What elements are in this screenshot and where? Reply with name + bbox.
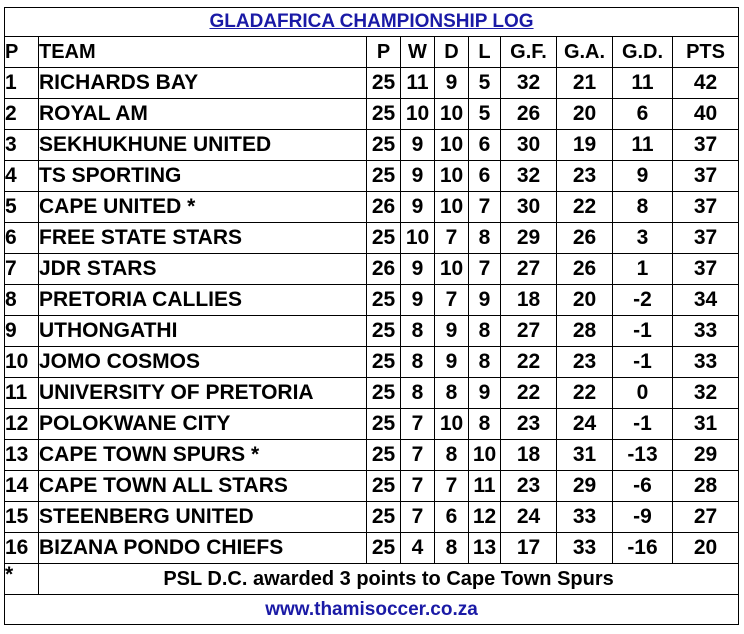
goals-against-cell: 26 [557,223,613,254]
won-cell: 7 [401,440,435,471]
position-cell: 5 [5,192,39,223]
won-cell: 7 [401,502,435,533]
table-row [5,533,739,564]
team-name-cell: PRETORIA CALLIES [39,285,367,316]
lost-cell: 8 [469,409,501,440]
header-goals-for: G.F. [501,37,557,68]
points-cell: 31 [673,409,739,440]
team-name-cell: SEKHUKHUNE UNITED [39,130,367,161]
points-cell: 37 [673,223,739,254]
drawn-cell: 7 [435,223,469,254]
table-row [5,130,739,161]
table-row [5,254,739,285]
won-cell: 8 [401,347,435,378]
points-cell: 28 [673,471,739,502]
points-cell: 40 [673,99,739,130]
lost-cell: 9 [469,378,501,409]
played-cell: 25 [367,440,401,471]
header-row [5,37,739,68]
drawn-cell: 8 [435,440,469,471]
goals-for-cell: 27 [501,316,557,347]
lost-cell: 12 [469,502,501,533]
goal-difference-cell: 11 [613,68,673,99]
points-cell: 33 [673,316,739,347]
drawn-cell: 8 [435,533,469,564]
won-cell: 9 [401,161,435,192]
position-cell: 11 [5,378,39,409]
goals-against-cell: 19 [557,130,613,161]
goal-difference-cell: -1 [613,409,673,440]
position-cell: 3 [5,130,39,161]
championship-log [4,7,738,625]
goal-difference-cell: 8 [613,192,673,223]
table-row [5,161,739,192]
played-cell: 25 [367,161,401,192]
won-cell: 11 [401,68,435,99]
goals-for-cell: 30 [501,130,557,161]
goals-for-cell: 24 [501,502,557,533]
lost-cell: 8 [469,347,501,378]
position-cell: 8 [5,285,39,316]
table-row [5,192,739,223]
team-name-cell: ROYAL AM [39,99,367,130]
goals-for-cell: 23 [501,471,557,502]
goal-difference-cell: 3 [613,223,673,254]
table-row [5,316,739,347]
table-row [5,409,739,440]
goals-for-cell: 17 [501,533,557,564]
goal-difference-cell: -9 [613,502,673,533]
points-cell: 42 [673,68,739,99]
position-cell: 13 [5,440,39,471]
drawn-cell: 9 [435,347,469,378]
header-team: TEAM [39,37,367,68]
played-cell: 26 [367,192,401,223]
drawn-cell: 7 [435,471,469,502]
team-name-cell: BIZANA PONDO CHIEFS [39,533,367,564]
won-cell: 4 [401,533,435,564]
played-cell: 25 [367,316,401,347]
table-row [5,285,739,316]
goals-against-cell: 23 [557,161,613,192]
team-name-cell: TS SPORTING [39,161,367,192]
goal-difference-cell: 9 [613,161,673,192]
won-cell: 9 [401,192,435,223]
header-drawn: D [435,37,469,68]
goals-against-cell: 24 [557,409,613,440]
lost-cell: 8 [469,223,501,254]
team-name-cell: JOMO COSMOS [39,347,367,378]
drawn-cell: 10 [435,192,469,223]
goal-difference-cell: 1 [613,254,673,285]
table-row [5,347,739,378]
played-cell: 25 [367,223,401,254]
goal-difference-cell: -1 [613,316,673,347]
header-points: PTS [673,37,739,68]
goals-for-cell: 30 [501,192,557,223]
team-name-cell: JDR STARS [39,254,367,285]
lost-cell: 6 [469,161,501,192]
played-cell: 25 [367,502,401,533]
won-cell: 7 [401,409,435,440]
team-name-cell: POLOKWANE CITY [39,409,367,440]
won-cell: 9 [401,130,435,161]
table-row [5,440,739,471]
note-text: PSL D.C. awarded 3 points to Cape Town Spurs [39,564,739,595]
won-cell: 8 [401,378,435,409]
goals-against-cell: 22 [557,378,613,409]
position-cell: 1 [5,68,39,99]
team-name-cell: FREE STATE STARS [39,223,367,254]
won-cell: 8 [401,316,435,347]
goals-for-cell: 23 [501,409,557,440]
goals-against-cell: 23 [557,347,613,378]
drawn-cell: 7 [435,285,469,316]
goals-for-cell: 22 [501,347,557,378]
won-cell: 7 [401,471,435,502]
won-cell: 10 [401,223,435,254]
table-row [5,68,739,99]
header-played: P [367,37,401,68]
goals-against-cell: 31 [557,440,613,471]
header-goals-against: G.A. [557,37,613,68]
log-title: GLADAFRICA CHAMPIONSHIP LOG [5,8,739,37]
goals-for-cell: 26 [501,99,557,130]
points-cell: 33 [673,347,739,378]
goals-against-cell: 22 [557,192,613,223]
table-row [5,223,739,254]
played-cell: 26 [367,254,401,285]
table-row [5,378,739,409]
lost-cell: 5 [469,68,501,99]
goal-difference-cell: -6 [613,471,673,502]
log-table [4,7,739,625]
drawn-cell: 6 [435,502,469,533]
drawn-cell: 10 [435,130,469,161]
position-cell: 6 [5,223,39,254]
points-cell: 27 [673,502,739,533]
header-lost: L [469,37,501,68]
played-cell: 25 [367,378,401,409]
note-marker: * [5,564,39,595]
points-cell: 37 [673,192,739,223]
goal-difference-cell: 11 [613,130,673,161]
played-cell: 25 [367,99,401,130]
goal-difference-cell: -13 [613,440,673,471]
team-name-cell: UTHONGATHI [39,316,367,347]
played-cell: 25 [367,533,401,564]
team-name-cell: RICHARDS BAY [39,68,367,99]
won-cell: 9 [401,285,435,316]
position-cell: 12 [5,409,39,440]
lost-cell: 13 [469,533,501,564]
drawn-cell: 9 [435,68,469,99]
points-cell: 32 [673,378,739,409]
lost-cell: 7 [469,192,501,223]
position-cell: 14 [5,471,39,502]
played-cell: 25 [367,409,401,440]
goals-against-cell: 20 [557,285,613,316]
drawn-cell: 10 [435,409,469,440]
lost-cell: 9 [469,285,501,316]
goals-for-cell: 32 [501,161,557,192]
header-goal-difference: G.D. [613,37,673,68]
footer-row [5,595,739,625]
goals-for-cell: 18 [501,285,557,316]
team-name-cell: CAPE UNITED * [39,192,367,223]
goals-against-cell: 21 [557,68,613,99]
lost-cell: 6 [469,130,501,161]
goals-against-cell: 26 [557,254,613,285]
goals-for-cell: 29 [501,223,557,254]
goals-against-cell: 33 [557,533,613,564]
goal-difference-cell: -16 [613,533,673,564]
points-cell: 37 [673,130,739,161]
position-cell: 2 [5,99,39,130]
table-row [5,99,739,130]
position-cell: 16 [5,533,39,564]
position-cell: 7 [5,254,39,285]
goal-difference-cell: 6 [613,99,673,130]
goal-difference-cell: -1 [613,347,673,378]
lost-cell: 7 [469,254,501,285]
position-cell: 15 [5,502,39,533]
goals-for-cell: 27 [501,254,557,285]
position-cell: 10 [5,347,39,378]
played-cell: 25 [367,471,401,502]
lost-cell: 11 [469,471,501,502]
goals-against-cell: 33 [557,502,613,533]
won-cell: 9 [401,254,435,285]
position-cell: 4 [5,161,39,192]
goals-against-cell: 20 [557,99,613,130]
points-cell: 37 [673,161,739,192]
goal-difference-cell: -2 [613,285,673,316]
table-row [5,471,739,502]
points-cell: 20 [673,533,739,564]
points-cell: 34 [673,285,739,316]
goals-for-cell: 18 [501,440,557,471]
header-position: P [5,37,39,68]
header-won: W [401,37,435,68]
footer-website: www.thamisoccer.co.za [5,595,739,625]
drawn-cell: 8 [435,378,469,409]
lost-cell: 10 [469,440,501,471]
note-row [5,564,739,595]
points-cell: 37 [673,254,739,285]
points-cell: 29 [673,440,739,471]
position-cell: 9 [5,316,39,347]
team-name-cell: STEENBERG UNITED [39,502,367,533]
goal-difference-cell: 0 [613,378,673,409]
goals-against-cell: 28 [557,316,613,347]
drawn-cell: 10 [435,99,469,130]
goals-against-cell: 29 [557,471,613,502]
played-cell: 25 [367,130,401,161]
drawn-cell: 9 [435,316,469,347]
played-cell: 25 [367,285,401,316]
goals-for-cell: 32 [501,68,557,99]
drawn-cell: 10 [435,161,469,192]
table-row [5,502,739,533]
played-cell: 25 [367,68,401,99]
team-name-cell: UNIVERSITY OF PRETORIA [39,378,367,409]
drawn-cell: 10 [435,254,469,285]
won-cell: 10 [401,99,435,130]
played-cell: 25 [367,347,401,378]
goals-for-cell: 22 [501,378,557,409]
team-name-cell: CAPE TOWN ALL STARS [39,471,367,502]
lost-cell: 8 [469,316,501,347]
lost-cell: 5 [469,99,501,130]
title-row [5,8,739,37]
team-name-cell: CAPE TOWN SPURS * [39,440,367,471]
